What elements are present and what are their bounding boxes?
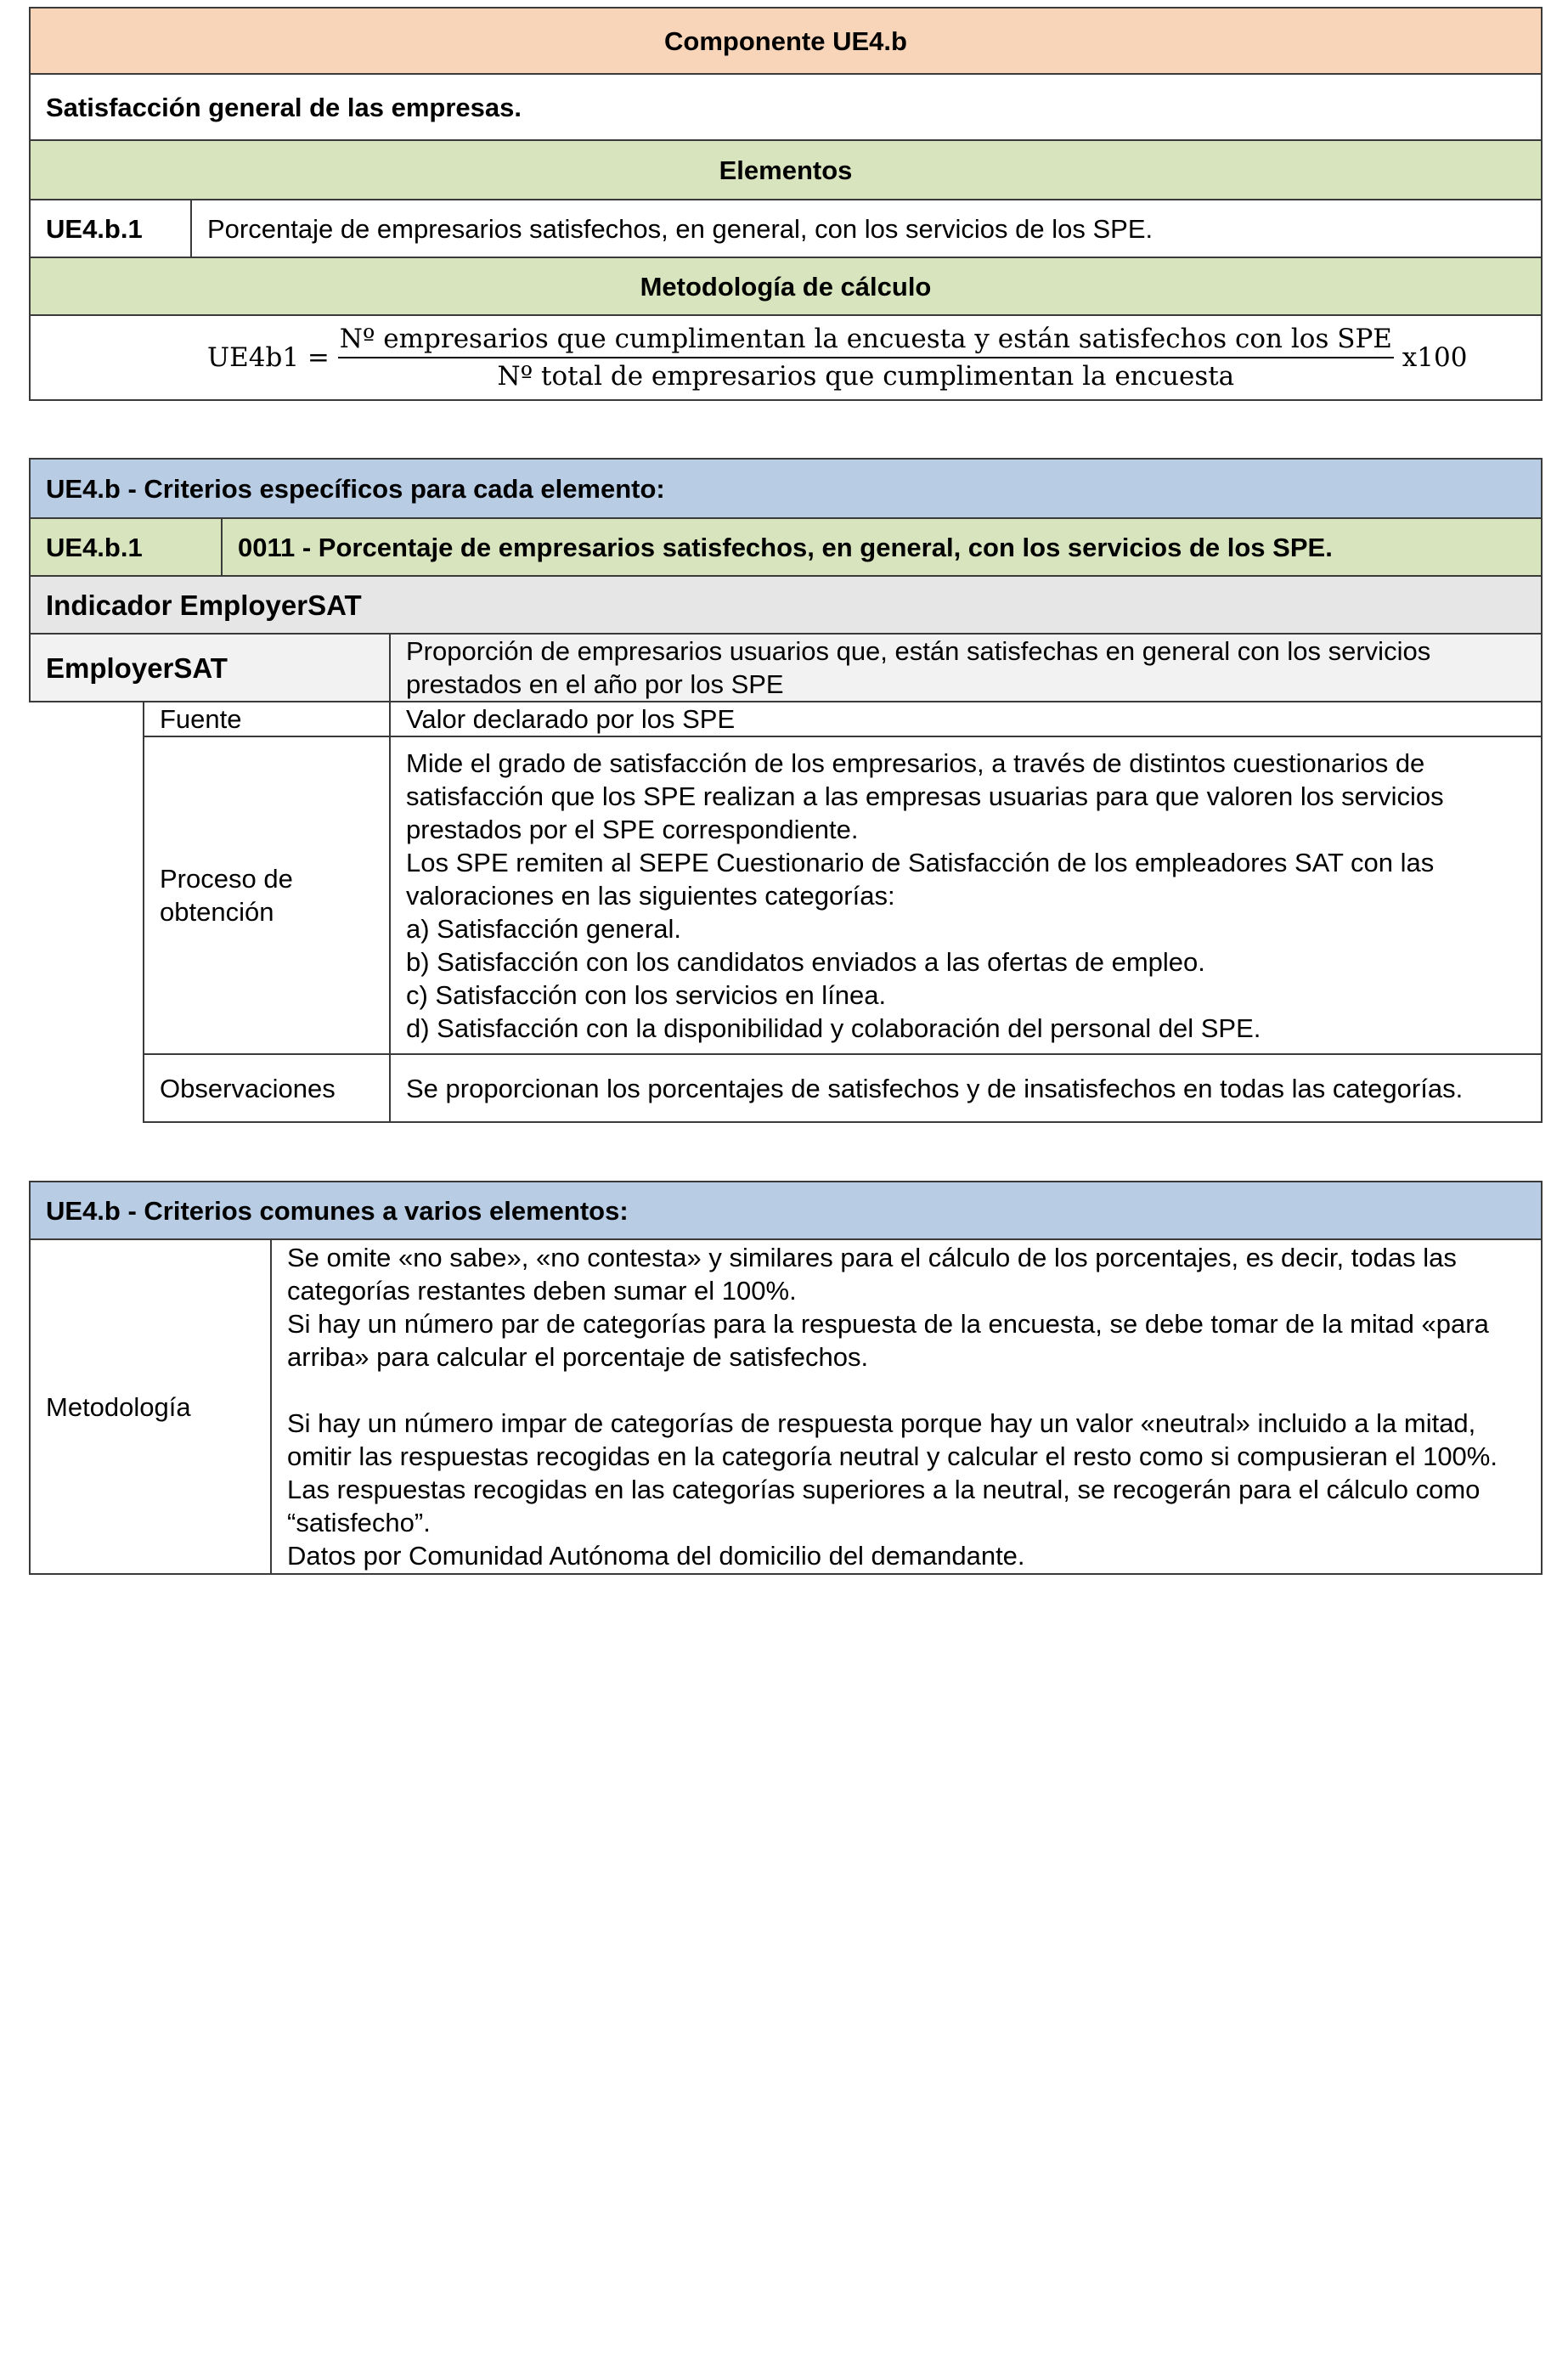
indent-spacer	[30, 736, 144, 1054]
especificos-element-code: UE4.b.1	[30, 518, 222, 576]
comunes-value	[271, 1239, 1542, 1574]
componente-title: Componente UE4.b	[30, 8, 1542, 74]
proceso-line: b) Satisfacción con los candidatos enviados a las ofertas de empleo.	[406, 946, 1205, 977]
indent-spacer	[30, 1054, 144, 1122]
proceso-value	[390, 736, 1542, 1054]
comunes-paragraph: Si hay un número par de categorías para la respuesta de la encuesta, se debe tomar de la mitad «para arriba» para calcular el porcentaje de satisfechos.	[287, 1309, 1489, 1372]
indicator-table	[29, 633, 1543, 1123]
formula-denominator: Nº total de empresarios que cumplimentan la encuesta	[497, 361, 1235, 392]
indicator-desc: Proporción de empresarios usuarios que, están satisfechas en general con los servicios prestados en el año por los SPE	[390, 634, 1542, 702]
formula-factor: x100	[1402, 341, 1468, 373]
comunes-paragraph-gap	[287, 1374, 1526, 1407]
comunes-paragraph: Datos por Comunidad Autónoma del domicilio del demandante.	[287, 1541, 1025, 1571]
comunes-header: UE4.b - Criterios comunes a varios elementos:	[30, 1182, 1542, 1239]
componente-table	[29, 7, 1543, 401]
comunes-paragraph: Si hay un número impar de categorías de respuesta porque hay un valor «neutral» incluido a la mitad, omitir las respuestas recogidas en la categoría neutral y calcular el resto como si compusieran el 100%. Las respuestas recogidas en las categorías superiores a la neutral, se recogerán para el cálculo como “satisfecho”.	[287, 1408, 1497, 1537]
comunes-table	[29, 1181, 1543, 1575]
fuente-label: Fuente	[144, 702, 390, 736]
proceso-line: Mide el grado de satisfacción de los empresarios, a través de distintos cuestionarios de satisfacción que los SPE realizan a las empresas usuarias para que valoren los servicios prestados por el SPE correspondiente.	[406, 747, 1444, 844]
comunes-paragraph: Se omite «no sabe», «no contesta» y similares para el cálculo de los porcentajes, es decir, todas las categorías restantes deben sumar el 100%.	[287, 1243, 1457, 1306]
especificos-element-text: 0011 - Porcentaje de empresarios satisfechos, en general, con los servicios de los SPE.	[222, 518, 1542, 576]
proceso-line: Los SPE remiten al SEPE Cuestionario de Satisfacción de los empleadores SAT con las valoraciones en las siguientes categorías:	[406, 847, 1435, 911]
proceso-label: Proceso de obtención	[144, 736, 390, 1054]
fuente-value	[390, 702, 1542, 736]
especificos-table	[29, 458, 1543, 635]
indicator-title: Indicador EmployerSAT	[30, 576, 1542, 634]
formula-numerator: Nº empresarios que cumplimentan la encuesta y están satisfechos con los SPE	[338, 324, 1394, 358]
comunes-label: Metodología	[30, 1239, 271, 1574]
observaciones-label: Observaciones	[144, 1054, 390, 1122]
elementos-header: Elementos	[30, 140, 1542, 200]
element-code: UE4.b.1	[30, 200, 191, 257]
indicator-name: EmployerSAT	[30, 634, 390, 702]
formula	[46, 324, 1526, 391]
formula-lhs: UE4b1 =	[207, 341, 330, 373]
element-text: Porcentaje de empresarios satisfechos, en general, con los servicios de los SPE.	[191, 200, 1542, 257]
indent-spacer	[30, 702, 144, 736]
formula-fraction	[338, 324, 1394, 391]
especificos-header: UE4.b - Criterios específicos para cada elemento:	[30, 459, 1542, 518]
metodologia-header: Metodología de cálculo	[30, 257, 1542, 315]
formula-cell	[30, 315, 1542, 400]
observaciones-line: Se proporcionan los porcentajes de satisfechos y de insatisfechos en todas las categorías.	[406, 1073, 1464, 1103]
proceso-line: d) Satisfacción con la disponibilidad y colaboración del personal del SPE.	[406, 1013, 1261, 1043]
componente-description: Satisfacción general de las empresas.	[30, 74, 1542, 140]
fuente-line: Valor declarado por los SPE	[406, 704, 736, 734]
proceso-line: c) Satisfacción con los servicios en línea.	[406, 979, 887, 1010]
observaciones-value	[390, 1054, 1542, 1122]
proceso-line: a) Satisfacción general.	[406, 913, 681, 944]
